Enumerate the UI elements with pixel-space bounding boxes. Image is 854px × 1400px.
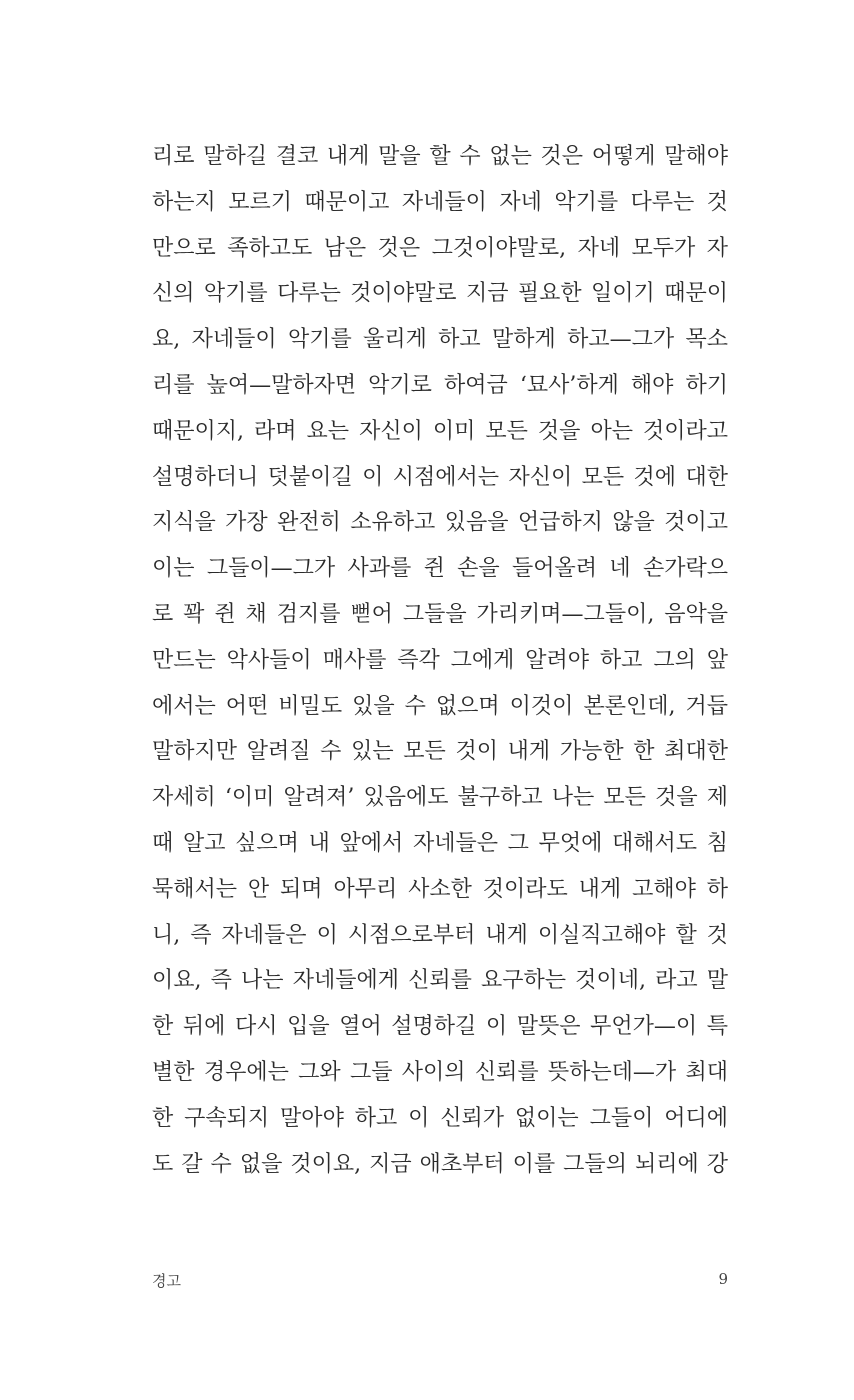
text-line: 만드는 악사들이 매사를 즉각 그에게 알려야 하고 그의 앞 — [152, 647, 728, 673]
text-line: 에서는 어떤 비밀도 있을 수 없으며 이것이 본론인데, 거듭 — [152, 693, 728, 719]
text-line: 때문이지, 라며 요는 자신이 이미 모든 것을 아는 것이라고 — [152, 418, 728, 444]
text-line: 말하지만 알려질 수 있는 모든 것이 내게 가능한 한 최대한 — [152, 739, 728, 765]
text-line: 니, 즉 자네들은 이 시점으로부터 내게 이실직고해야 할 것 — [152, 922, 728, 948]
text-line: 한 뒤에 다시 입을 열어 설명하길 이 말뜻은 무언가—이 특 — [152, 1014, 728, 1040]
page-number: 9 — [718, 1270, 728, 1288]
text-line: 지식을 가장 완전히 소유하고 있음을 언급하지 않을 것이고 — [152, 510, 728, 536]
text-line: 별한 경우에는 그와 그들 사이의 신뢰를 뜻하는데—가 최대 — [152, 1059, 728, 1085]
text-line: 도 갈 수 없을 것이요, 지금 애초부터 이를 그들의 뇌리에 강 — [152, 1151, 728, 1177]
text-line: 만으로 족하고도 남은 것은 그것이야말로, 자네 모두가 자 — [152, 235, 728, 261]
page-footer — [152, 1270, 728, 1294]
text-line: 리로 말하길 결코 내게 말을 할 수 없는 것은 어떻게 말해야 — [152, 144, 728, 169]
text-line: 자세히 ‘이미 알려져’ 있음에도 불구하고 나는 모든 것을 제 — [152, 785, 728, 811]
text-line: 요, 자네들이 악기를 울리게 하고 말하게 하고—그가 목소 — [152, 327, 728, 353]
text-line: 이요, 즉 나는 자네들에게 신뢰를 요구하는 것이네, 라고 말 — [152, 968, 728, 994]
text-line: 하는지 모르기 때문이고 자네들이 자네 악기를 다루는 것 — [152, 189, 728, 215]
text-line: 리를 높여—말하자면 악기로 하여금 ‘묘사’하게 해야 하기 — [152, 372, 728, 398]
running-title: 경고 — [152, 1272, 181, 1290]
text-line: 이는 그들이—그가 사과를 쥔 손을 들어올려 네 손가락으 — [152, 556, 728, 582]
text-line: 설명하더니 덧붙이길 이 시점에서는 자신이 모든 것에 대한 — [152, 464, 728, 490]
text-line: 때 알고 싶으며 내 앞에서 자네들은 그 무엇에 대해서도 침 — [152, 830, 728, 856]
text-line: 신의 악기를 다루는 것이야말로 지금 필요한 일이기 때문이 — [152, 281, 728, 307]
text-line: 묵해서는 안 되며 아무리 사소한 것이라도 내게 고해야 하 — [152, 876, 728, 902]
text-line: 한 구속되지 말아야 하고 이 신뢰가 없이는 그들이 어디에 — [152, 1105, 728, 1131]
text-line: 로 꽉 쥔 채 검지를 뻗어 그들을 가리키며—그들이, 음악을 — [152, 601, 728, 627]
body-text — [152, 134, 728, 1187]
